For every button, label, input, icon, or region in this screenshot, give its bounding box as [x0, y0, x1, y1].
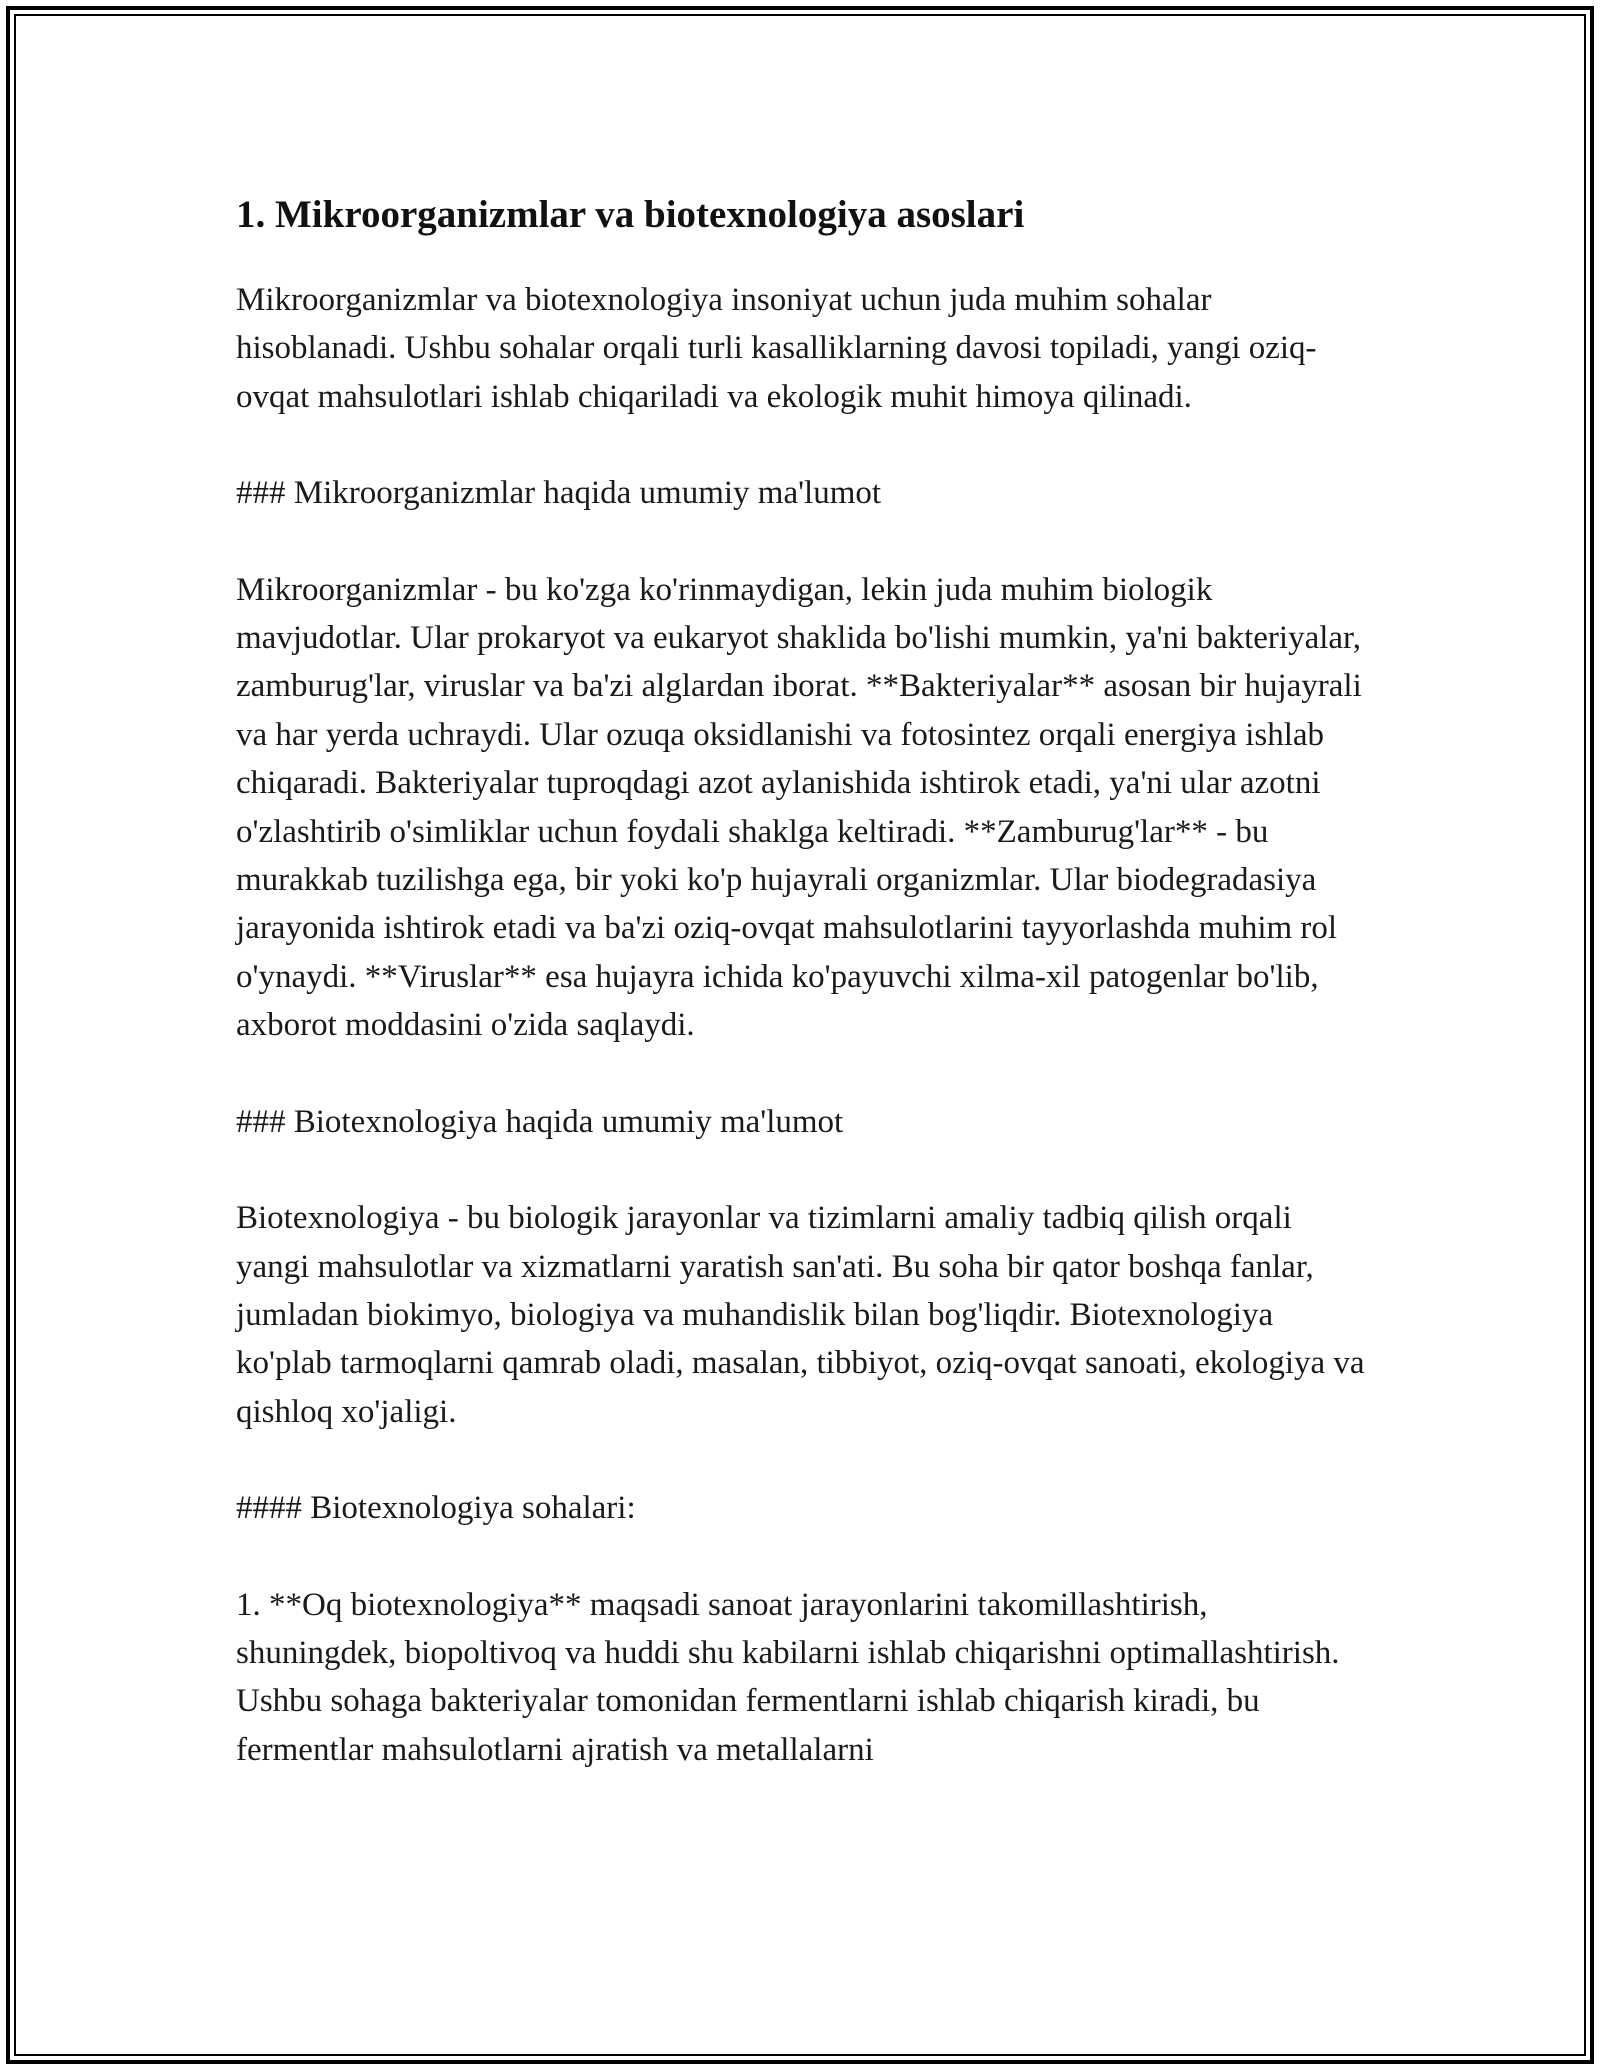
- document-title: 1. Mikroorganizmlar va biotexnologiya asoslari: [236, 193, 1025, 236]
- list-item-white-biotech: 1. **Oq biotexnologiya** maqsadi sanoat jarayonlarini takomillashtirish, shuningdek, biopoltivoq va huddi shu kabilarni ishlab chiqarishni optimallashtirish. Ushbu sohaga bakteriyalar tomonidan fermentlarni ishlab chiqarish kiradi, bu fermentlar mahsulotlarni ajratish va metallalarni: [236, 1586, 1340, 1768]
- section-heading-microorganisms: ### Mikroorganizmlar haqida umumiy ma'lumot: [236, 475, 882, 512]
- intro-paragraph: Mikroorganizmlar va biotexnologiya insoniyat uchun juda muhim sohalar hisoblanadi. Ushbu sohalar orqali turli kasalliklarning davosi topiladi, yangi oziq-ovqat mahsulotlari ishlab chiqariladi va ekologik muhit himoya qilinadi.: [236, 282, 1317, 415]
- subsection-heading-fields: #### Biotexnologiya sohalari:: [236, 1490, 636, 1527]
- biotechnology-paragraph: Biotexnologiya - bu biologik jarayonlar va tizimlarni amaliy tadbiq qilish orqali yangi mahsulotlar va xizmatlarni yaratish san'ati. Bu soha bir qator boshqa fanlar, jumladan biokimyo, biologiya va muhandislik bilan bog'liqdir. Biotexnologiya ko'plab tarmoqlarni qamrab oladi, masalan, tibbiyot, oziq-ovqat sanoati, ekologiya va qishloq xo'jaligi.: [236, 1200, 1365, 1430]
- section-heading-biotechnology: ### Biotexnologiya haqida umumiy ma'lumot: [236, 1103, 844, 1140]
- document-body: [236, 188, 1366, 1822]
- microorganisms-paragraph: Mikroorganizmlar - bu ko'zga ko'rinmaydigan, lekin juda muhim biologik mavjudotlar. Ular prokaryot va eukaryot shaklida bo'lishi mumkin, ya'ni bakteriyalar, zamburug'lar, viruslar va ba'zi alglardan iborat. **Bakteriyalar** asosan bir hujayrali va har yerda uchraydi. Ular ozuqa oksidlanishi va fotosintez orqali energiya ishlab chiqaradi. Bakteriyalar tuproqdagi azot aylanishida ishtirok etadi, ya'ni ular azotni o'zlashtirib o'simliklar uchun foydali shaklga keltiradi. **Zamburug'lar** - bu murakkab tuzilishga ega, bir yoki ko'p hujayrali organizmlar. Ular biodegradasiya jarayonida ishtirok etadi va ba'zi oziq-ovqat mahsulotlarini tayyorlashda muhim rol o'ynaydi. **Viruslar** esa hujayra ichida ko'payuvchi xilma-xil patogenlar bo'lib, axborot moddasini o'zida saqlaydi.: [236, 571, 1362, 1044]
